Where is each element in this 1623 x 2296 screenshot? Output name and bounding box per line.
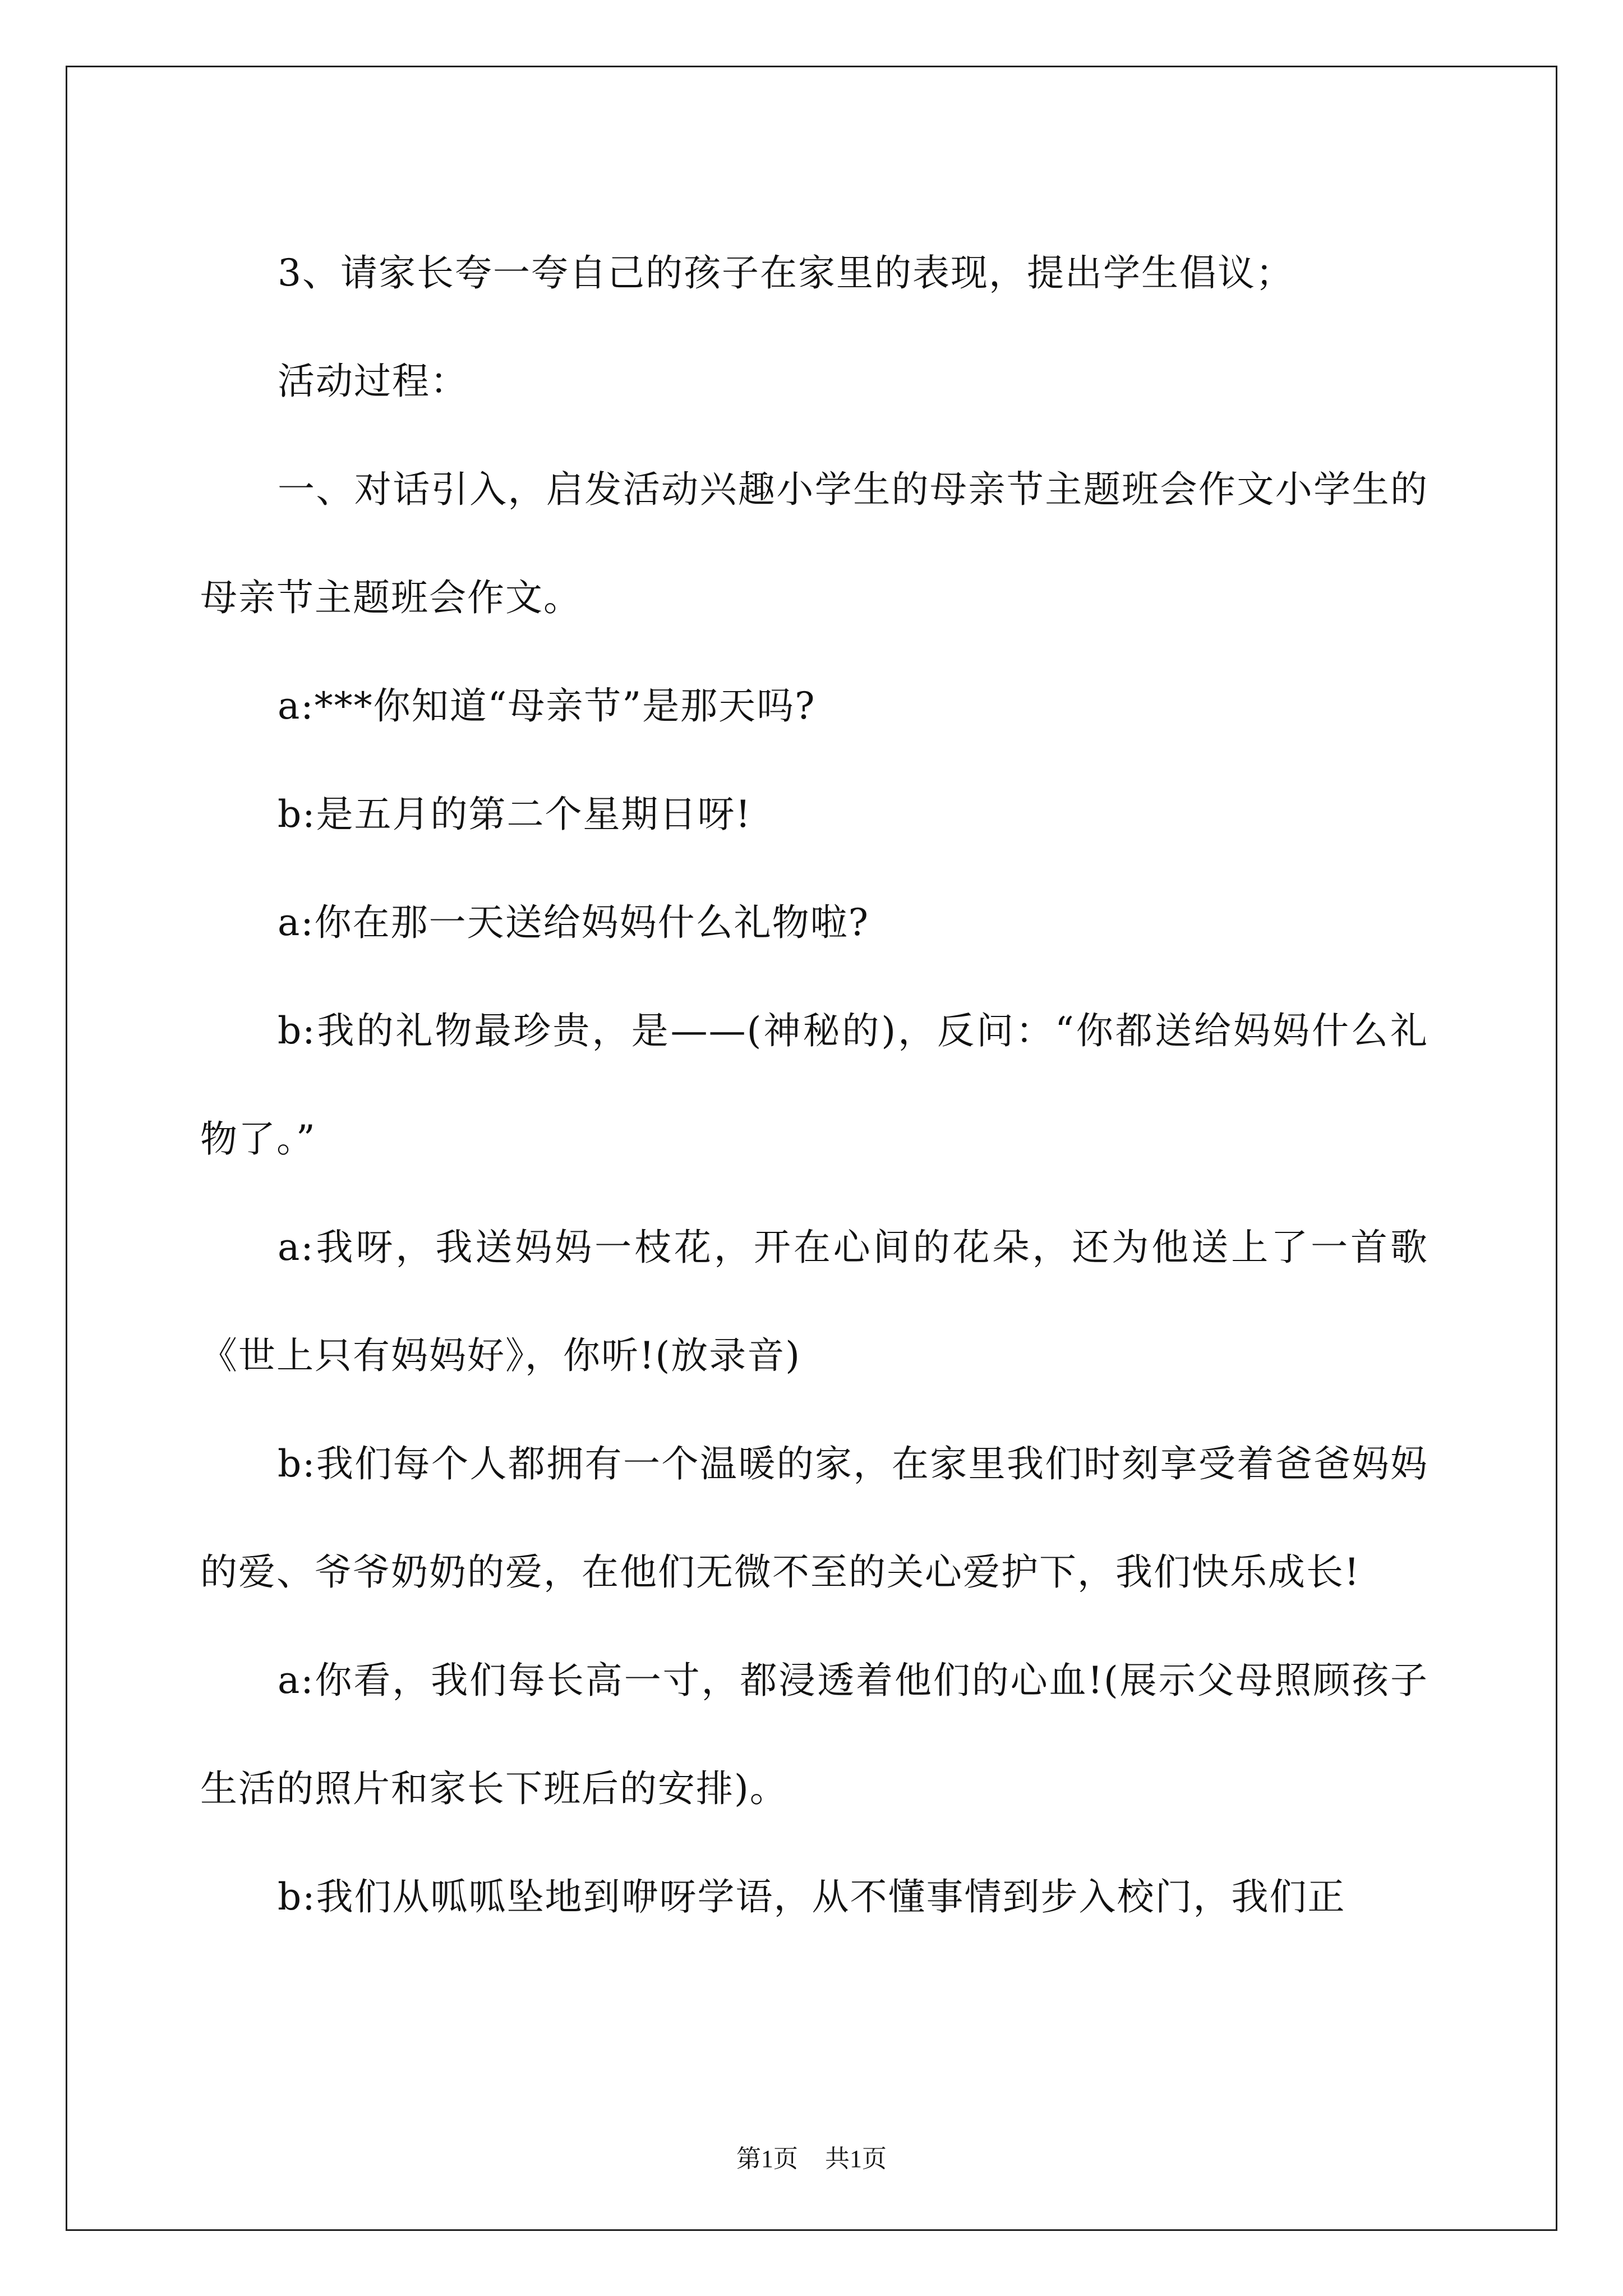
paragraph-10: a:你看，我们每长高一寸，都浸透着他们的心血!(展示父母照顾孩子生活的照片和家长下班后的安排)。 (200, 1659, 1428, 1810)
paragraph-5: b:是五月的第二个星期日呀! (278, 793, 752, 836)
paragraph-7: b:我的礼物最珍贵，是——(神秘的)，反问：“你都送给妈妈什么礼物了。” (200, 1009, 1428, 1161)
paragraph-9: b:我们每个人都拥有一个温暖的家，在家里我们时刻享受着爸爸妈妈的爱、爷爷奶奶的爱，在他们无微不至的关心爱护下，我们快乐成长! (200, 1442, 1428, 1594)
paragraph-4: a:***你知道“母亲节”是那天吗? (278, 684, 816, 728)
page-footer (0, 2138, 1623, 2174)
page-number: 第1页 (736, 2145, 798, 2173)
document-body (200, 219, 1428, 1951)
paragraph-3: 一、对话引入，启发活动兴趣小学生的母亲节主题班会作文小学生的母亲节主题班会作文。 (200, 468, 1428, 619)
paragraph-2: 活动过程： (278, 360, 468, 403)
paragraph-11: b:我们从呱呱坠地到咿呀学语，从不懂事情到步入校门，我们正 (278, 1875, 1346, 1918)
paragraph-6: a:你在那一天送给妈妈什么礼物啦? (278, 901, 869, 944)
paragraph-8: a:我呀，我送妈妈一枝花，开在心间的花朵，还为他送上了一首歌《世上只有妈妈好》，你听!(放录音) (200, 1226, 1428, 1377)
paragraph-1: 3、请家长夸一夸自己的孩子在家里的表现，提出学生倡议； (278, 251, 1294, 295)
page-total: 共1页 (825, 2145, 887, 2173)
